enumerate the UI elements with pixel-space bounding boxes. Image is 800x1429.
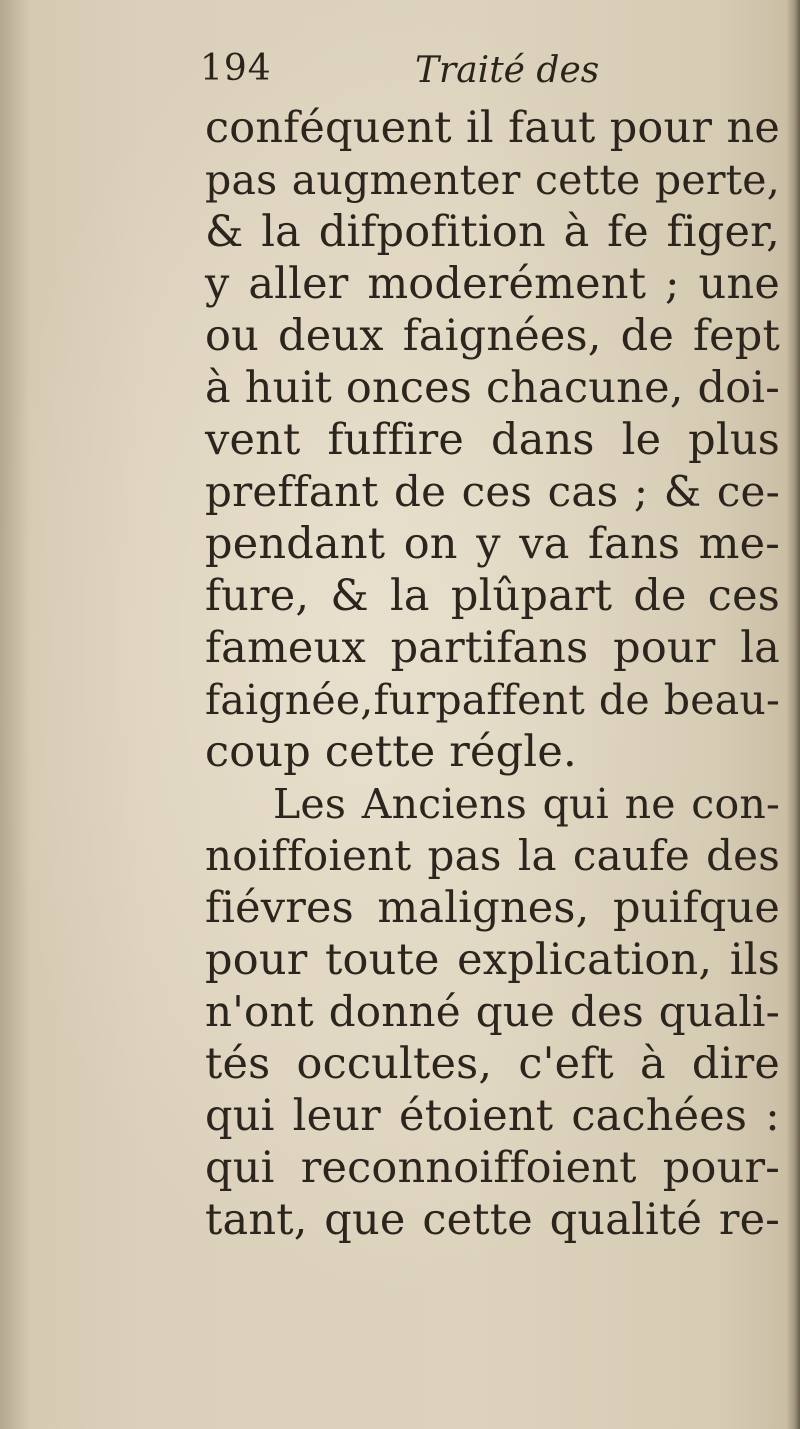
text-line: faignée,furpaffent de beau- <box>205 676 780 724</box>
running-head <box>200 48 760 98</box>
text-line: tant, que cette qualité re- <box>205 1195 780 1245</box>
text-line: fameux partifans pour la <box>205 623 780 673</box>
text-line: à huit onces chacune, doi- <box>205 363 780 413</box>
text-line: qui leur étoient cachées : <box>205 1091 780 1141</box>
text-line: vent fuffire dans le plus <box>205 415 780 465</box>
text-line: & la difpofition à fe figer, <box>205 207 780 257</box>
text-line: tés occultes, c'eft à dire <box>205 1039 780 1089</box>
text-line: n'ont donné que des quali- <box>205 987 780 1036</box>
text-line: noiffoient pas la caufe des <box>205 831 780 880</box>
body-text <box>205 102 780 1246</box>
paragraph-start-line: Les Anciens qui ne con- <box>273 780 780 828</box>
text-line: pas augmenter cette perte, <box>205 156 780 204</box>
text-line: fiévres malignes, puifque <box>205 883 780 933</box>
text-line: preffant de ces cas ; & ce- <box>205 467 780 516</box>
page-number: 194 <box>200 48 272 89</box>
text-line: qui reconnoiffoient pour- <box>205 1143 780 1193</box>
text-line: y aller moderément ; une <box>205 259 780 309</box>
page-gutter-shadow <box>0 0 30 1429</box>
running-title: Traité des <box>415 50 600 91</box>
text-line: pour toute explication, ils <box>205 935 780 985</box>
text-line: fure, & la plûpart de ces <box>205 571 780 621</box>
paragraph-end-line: coup cette régle. <box>205 727 577 777</box>
page-edge-shadow <box>786 0 800 1429</box>
text-line: pendant on y va fans me- <box>205 519 780 569</box>
text-line: conféquent il faut pour ne <box>205 103 780 153</box>
text-line: ou deux faignées, de fept <box>205 311 780 361</box>
